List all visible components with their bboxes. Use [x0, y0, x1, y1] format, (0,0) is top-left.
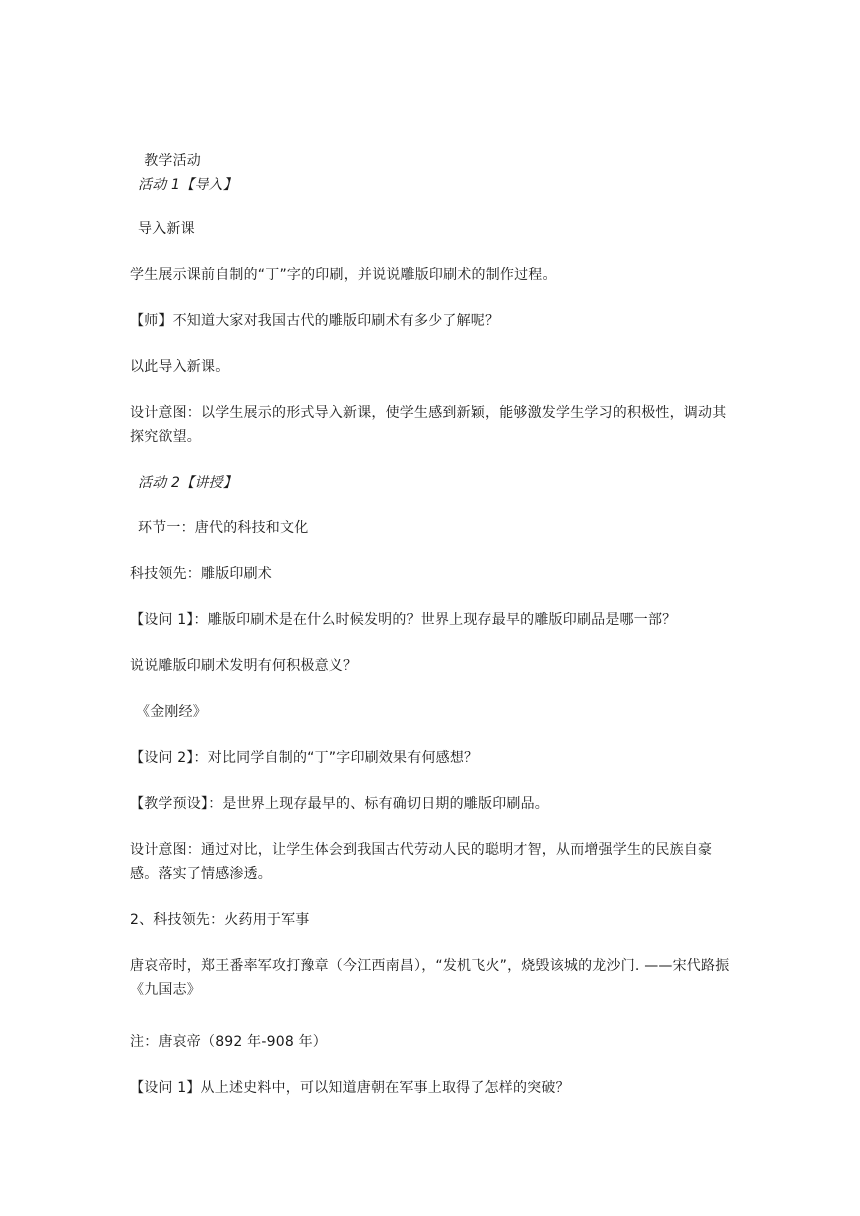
paragraph: 注：唐哀帝（892 年-908 年）	[130, 1034, 327, 1050]
activity-2-heading: 活动 2【讲授】	[138, 475, 237, 491]
paragraph: 2、科技领先：火药用于军事	[130, 912, 310, 928]
paragraph: 【师】不知道大家对我国古代的雕版印刷术有多少了解呢？	[130, 313, 500, 329]
paragraph: 【设问 1】从上述史料中，可以知道唐朝在军事上取得了怎样的突破？	[130, 1080, 570, 1096]
paragraph: 《金刚经》	[136, 704, 207, 720]
subheading-intro: 导入新课	[138, 221, 195, 237]
section-heading: 教学活动	[130, 153, 201, 169]
paragraph: 学生展示课前自制的“丁”字的印刷，并说说雕版印刷术的制作过程。	[130, 267, 557, 283]
subheading-section-1: 环节一：唐代的科技和文化	[138, 520, 309, 536]
paragraph: 设计意图：以学生展示的形式导入新课，使学生感到新颖，能够激发学生学习的积极性，调动其探究欲望。	[130, 405, 727, 445]
paragraph: 科技领先：雕版印刷术	[130, 566, 272, 582]
paragraph: 说说雕版印刷术发明有何积极意义？	[130, 658, 358, 674]
paragraph: 【教学预设】：是世界上现存最早的、标有确切日期的雕版印刷品。	[130, 796, 549, 812]
paragraph: 设计意图：通过对比，让学生体会到我国古代劳动人民的聪明才智，从而增强学生的民族自豪感。落实了情感渗透。	[130, 842, 713, 882]
paragraph: 【设问 1】：雕版印刷术是在什么时候发明的？世界上现存最早的雕版印刷品是哪一部？	[130, 612, 677, 628]
paragraph: 【设问 2】：对比同学自制的“丁”字印刷效果有何感想？	[130, 750, 479, 766]
paragraph: 唐哀帝时，郑王番率军攻打豫章（今江西南昌），“发机飞火”，烧毁该城的龙沙门. ——宋代路振《九国志》	[130, 958, 730, 998]
paragraph: 以此导入新课。	[130, 359, 230, 375]
activity-1-heading: 活动 1【导入】	[138, 177, 237, 193]
